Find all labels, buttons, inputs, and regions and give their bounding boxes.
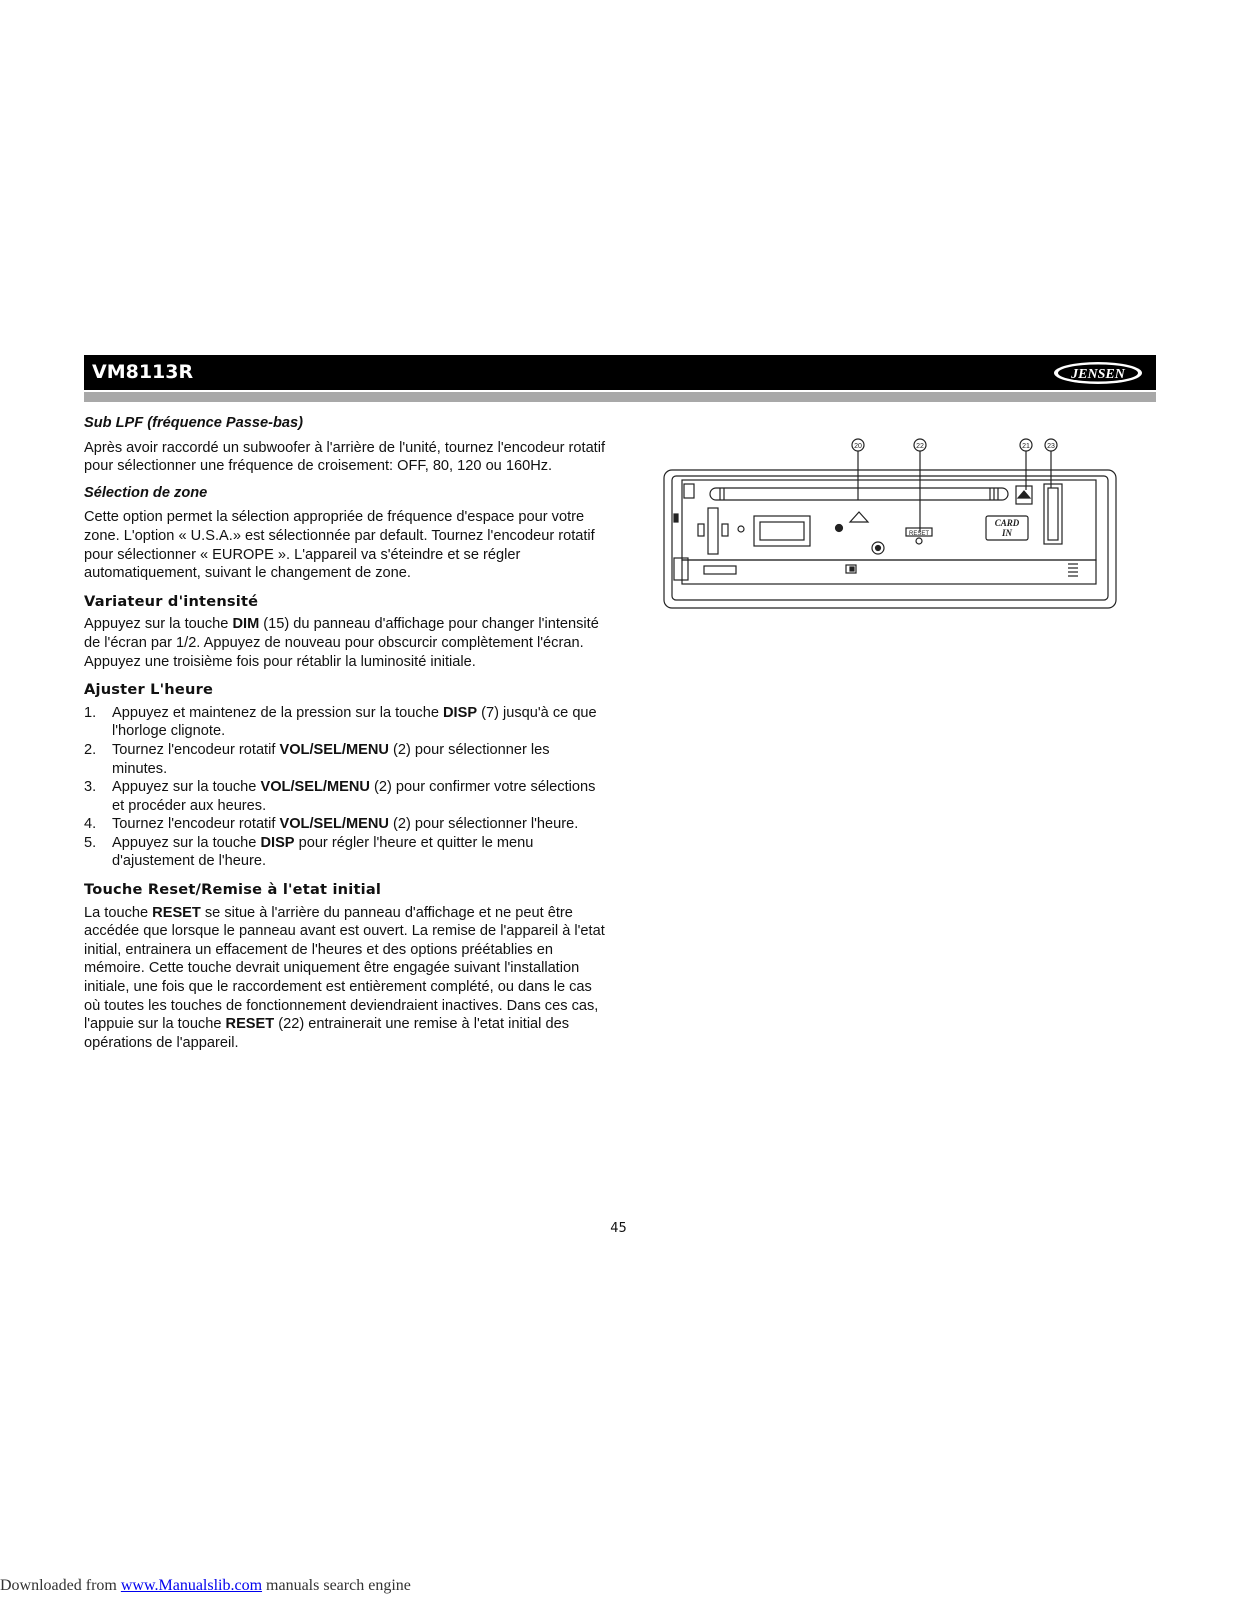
text-column: [84, 414, 606, 1056]
list-item: 2. Tournez l'encodeur rotatif VOL/SEL/MENU (2) pour sélectionner les minutes.: [84, 741, 550, 777]
dimmer-body: Appuyez sur la touche DIM (15) du panneau d'affichage pour changer l'intensité de l'écran par 1/2. Appuyez de nouveau pour obscurcir complètement l'écran. Appuyez une troisième fois pour rétablir la luminosité initiale.: [84, 616, 599, 670]
model-title: VM8113R: [92, 361, 194, 383]
reset-body: La touche RESET se situe à l'arrière du panneau d'affichage et ne peut être accédée que lorsque le panneau avant est ouvert. La remise de l'appareil à l'etat initial, entrainera un effacement de l'heures et des options préétablies en mémoire. Cette touche devrait uniquement être engagée suivant l'installation initiale, une fois que le raccordement est entièrement complété, ou dans le cas où toutes les touches de fonctionnement deviendraient inactives. Dans ces cas, l'appuie sur la touche RESET (22) entrainerait une remise à l'etat initial des opérations de l'appareil.: [84, 904, 605, 1051]
footer: Downloaded from www.Manualslib.com manuals search engine: [0, 1577, 411, 1594]
page-number: 45: [610, 1221, 627, 1236]
list-item: 3. Appuyez sur la touche VOL/SEL/MENU (2) pour confirmer votre sélections et procéder aux heures.: [84, 779, 596, 814]
card-label-2: IN: [1001, 528, 1013, 538]
zone-heading: Sélection de zone: [84, 484, 208, 501]
list-item: 4. Tournez l'encodeur rotatif VOL/SEL/MENU (2) pour sélectionner l'heure.: [84, 816, 579, 833]
sub-lpf-heading: Sub LPF (fréquence Passe-bas): [84, 415, 303, 431]
zone-body: Cette option permet la sélection appropriée de fréquence d'espace pour votre zone. L'option « U.S.A.» est sélectionnée par default. Tournez l'encodeur rotatif pour sélectionner « EUROPE ». L'appareil va s'éteindre et se régler automatiquement, suivant le changement de zone.: [84, 509, 595, 582]
list-item: 1. Appuyez et maintenez de la pression sur la touche DISP (7) jusqu'à ce que l'horloge clignote.: [84, 704, 597, 740]
manualslib-link[interactable]: www.Manualslib.com: [120, 1577, 263, 1594]
header-rule: [84, 392, 1156, 402]
svg-text:20: 20: [854, 443, 862, 450]
list-item: 5. Appuyez sur la touche DISP pour régler l'heure et quitter le menu d'ajustement de l'heure.: [84, 834, 534, 870]
reset-label: RESET: [908, 531, 930, 537]
callout-21: [1020, 439, 1032, 490]
svg-text:23: 23: [1047, 443, 1055, 450]
callout-23: [1045, 439, 1057, 488]
svg-text:22: 22: [916, 443, 924, 450]
reset-heading: Touche Reset/Remise à l'etat initial: [84, 881, 382, 899]
jensen-logo: [1052, 360, 1144, 386]
svg-text:21: 21: [1022, 443, 1030, 450]
dimmer-heading: Variateur d'intensité: [84, 592, 259, 610]
header-bar: [84, 355, 1156, 390]
callout-22: [914, 439, 926, 532]
rear-panel-diagram: [660, 436, 1130, 626]
card-label-1: CARD: [994, 518, 1020, 528]
brand-text: JENSEN: [1071, 367, 1125, 382]
sub-lpf-body: Après avoir raccordé un subwoofer à l'arrière de l'unité, tournez l'encodeur rotatif pour sélectionner une fréquence de croisement: OFF, 80, 120 ou 160Hz.: [84, 439, 606, 475]
clock-steps: [84, 704, 606, 871]
clock-heading: Ajuster L'heure: [84, 681, 214, 699]
